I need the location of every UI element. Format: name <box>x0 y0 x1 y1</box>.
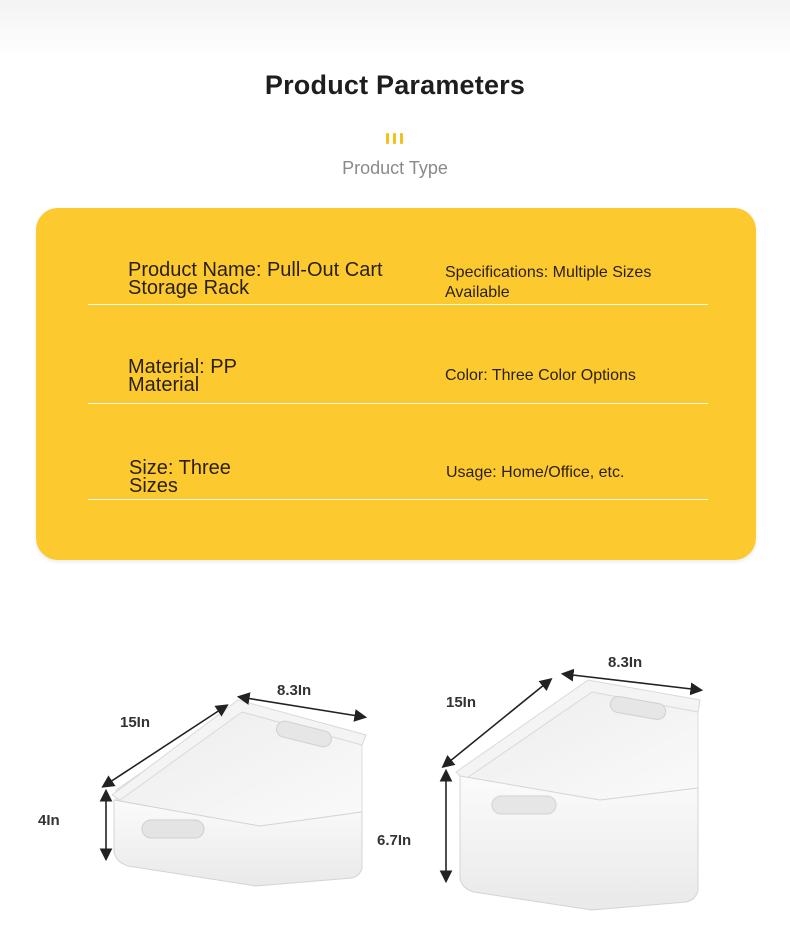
param-usage: Usage: Home/Office, etc. <box>446 464 625 481</box>
small-width-label: 8.3In <box>277 682 312 699</box>
row-divider <box>88 304 708 305</box>
param-product-name: Product Name: Pull-Out Cart Storage Rack <box>128 259 383 299</box>
param-size: Size: Three Sizes <box>129 457 231 497</box>
page-subtitle: Product Type <box>342 158 448 178</box>
param-material: Material: PP Material <box>128 356 237 396</box>
param-specifications: Specifications: Multiple Sizes Available <box>445 264 652 301</box>
product-dimension-illustration <box>0 600 790 941</box>
large-length-label: 15In <box>446 694 477 711</box>
row-divider <box>88 403 708 404</box>
parameters-panel <box>36 208 756 560</box>
param-color: Color: Three Color Options <box>445 367 636 384</box>
row-divider <box>88 499 708 500</box>
large-width-label: 8.3In <box>608 654 643 671</box>
large-basket <box>456 680 700 910</box>
small-length-label: 15In <box>120 714 151 731</box>
page-title: Product Parameters <box>264 70 526 100</box>
small-basket <box>112 700 366 886</box>
large-height-label: 6.7In <box>377 832 412 849</box>
decor-bars-icon <box>386 133 406 145</box>
small-height-label: 4In <box>38 812 60 829</box>
